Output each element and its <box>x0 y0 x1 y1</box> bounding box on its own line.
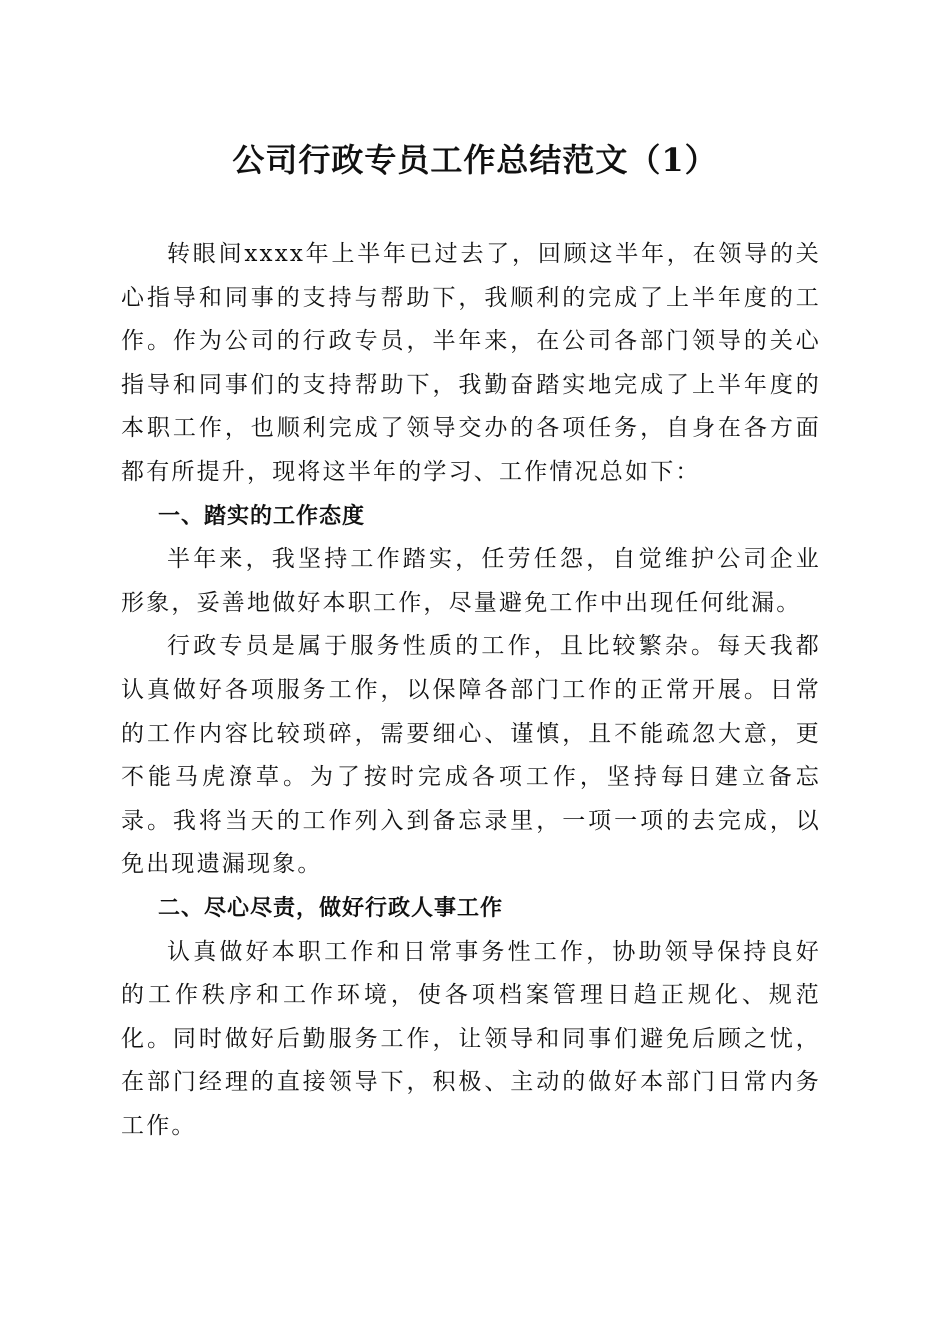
intro-paragraph: 转眼间xxxx年上半年已过去了，回顾这半年，在领导的关心指导和同事的支持与帮助下，我顺利的完成了上半年度的工作。作为公司的行政专员，半年来，在公司各部门领导的关心指导和同事们的支持帮助下，我勤奋踏实地完成了上半年度的本职工作，也顺利完成了领导交办的各项任务，自身在各方面都有所提升，现将这半年的学习、工作情况总如下： <box>121 241 821 485</box>
section-heading-1: 一、踏实的工作态度 <box>158 503 366 529</box>
document-body <box>121 233 821 1148</box>
section-heading-2: 二、尽心尽责，做好行政人事工作 <box>158 895 504 921</box>
document-title: 公司行政专员工作总结范文（1） <box>232 141 718 179</box>
section-1-paragraph-2: 行政专员是属于服务性质的工作，且比较繁杂。每天我都认真做好各项服务工作，以保障各部门工作的正常开展。日常的工作内容比较琐碎，需要细心、谨慎，且不能疏忽大意，更不能马虎潦草。为了按时完成各项工作，坚持每日建立备忘录。我将当天的工作列入到备忘录里，一项一项的去完成，以免出现遗漏现象。 <box>121 633 821 878</box>
section-2-paragraph-1: 认真做好本职工作和日常事务性工作，协助领导保持良好的工作秩序和工作环境，使各项档案管理日趋正规化、规范化。同时做好后勤服务工作，让领导和同事们避免后顾之忧，在部门经理的直接领导下，积极、主动的做好本部门日常内务工作。 <box>121 938 821 1139</box>
section-1-paragraph-1: 半年来，我坚持工作踏实，任劳任怨，自觉维护公司企业形象，妥善地做好本职工作，尽量避免工作中出现任何纰漏。 <box>121 546 821 616</box>
